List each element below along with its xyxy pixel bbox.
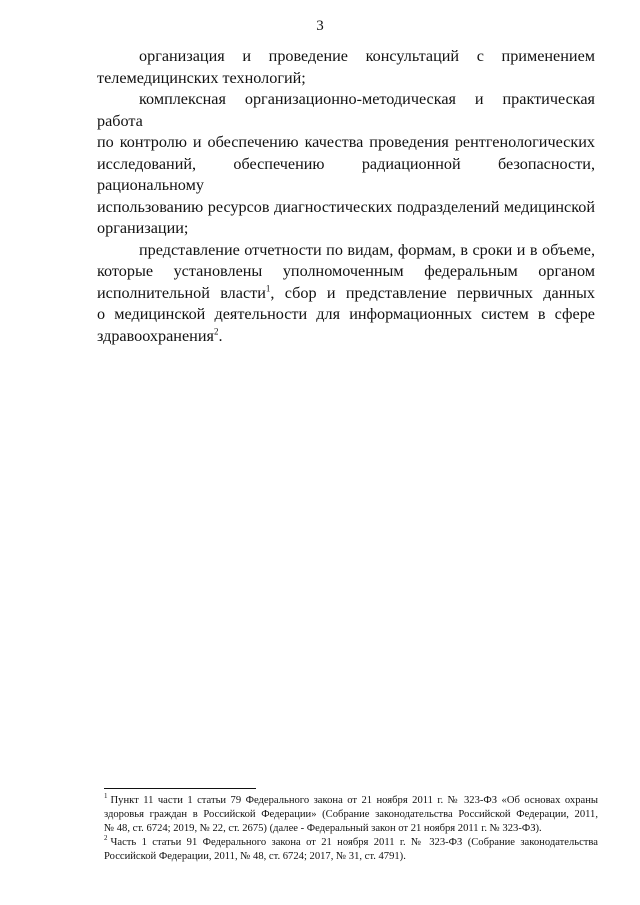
footnote-text: Часть 1 статьи 91 Федерального закона от 21 ноября 2011 г. № 323-ФЗ (Собрание законодательства	[110, 837, 598, 848]
text-line: использованию ресурсов диагностических подразделений медицинской	[97, 197, 595, 216]
body-text	[97, 46, 595, 347]
footnote-1	[104, 794, 598, 836]
text-fragment: здравоохранения	[97, 326, 214, 345]
footnote-separator	[104, 788, 256, 789]
page-number: 3	[316, 18, 324, 34]
text-line: организация и проведение консультаций с применением	[139, 47, 595, 65]
footnote-2	[104, 836, 598, 864]
text-fragment: .	[218, 326, 223, 345]
text-line: телемедицинских технологий;	[97, 68, 306, 87]
text-fragment: , сбор и представление первичных данных	[270, 283, 595, 302]
text-line-with-footnote	[97, 283, 595, 305]
text-line: комплексная организационно-методическая и практическая работа	[97, 90, 595, 130]
text-fragment: исполнительной власти	[97, 283, 266, 302]
footnote-line	[104, 836, 598, 850]
text-line: исследований, обеспечению радиационной безопасности, рациональному	[97, 154, 595, 194]
text-line: о медицинской деятельности для информационных систем в сфере	[97, 305, 595, 323]
paragraph-quality-control	[97, 89, 595, 240]
footnote-mark: 2	[104, 834, 108, 843]
text-line: организации;	[97, 219, 189, 237]
footnote-line: здоровья граждан в Российской Федерации» (Собрание законодательства Российской Федерации, 2011,	[104, 809, 598, 820]
footnote-ref-1: 1	[265, 283, 271, 294]
paragraph-telemedicine	[97, 46, 595, 89]
footnote-line	[104, 794, 598, 808]
text-line: по контролю и обеспечению качества проведения рентгенологических	[97, 133, 595, 151]
text-line: представление отчетности по видам, формам, в сроки и в объеме,	[139, 240, 595, 259]
text-line-with-footnote	[97, 326, 595, 348]
footnote-text: Пункт 11 части 1 статьи 79 Федерального закона от 21 ноября 2011 г. № 323-ФЗ «Об основах охраны	[110, 795, 598, 806]
footnote-ref-2: 2	[213, 326, 219, 337]
footnote-mark: 1	[104, 792, 108, 801]
footnotes	[104, 794, 598, 864]
paragraph-reporting	[97, 240, 595, 348]
footnote-line: Российской Федерации, 2011, № 48, ст. 6724; 2017, № 31, ст. 4791).	[104, 851, 406, 862]
footnote-line: № 48, ст. 6724; 2019, № 22, ст. 2675) (далее - Федеральный закон от 21 ноября 2011 г. № 323-ФЗ).	[104, 823, 542, 834]
text-line: которые установлены уполномоченным федеральным органом	[97, 262, 595, 280]
